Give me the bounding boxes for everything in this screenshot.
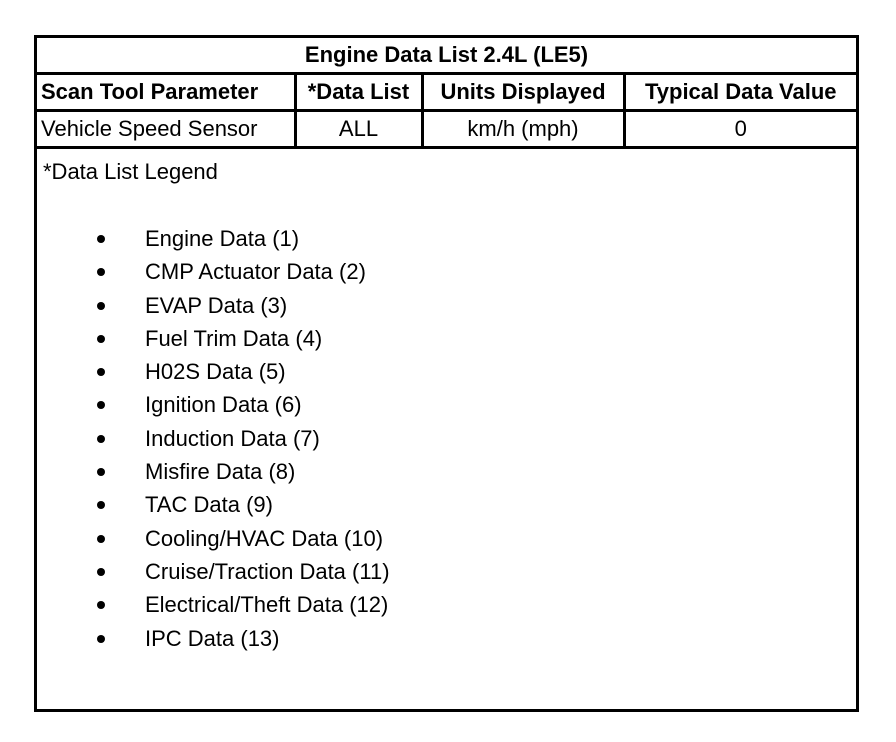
legend-item-label: Engine Data (1) <box>145 226 300 251</box>
bullet-icon <box>97 601 105 609</box>
list-item <box>43 289 856 322</box>
bullet-icon <box>97 501 105 509</box>
legend-item-label: CMP Actuator Data (2) <box>145 259 366 285</box>
list-item <box>43 222 856 255</box>
bullet-icon <box>97 568 105 576</box>
legend-item-label: TAC Data (9) <box>145 492 273 518</box>
legend-item-label: EVAP Data (3) <box>145 292 288 318</box>
table-title-row <box>37 38 856 74</box>
table-title: Engine Data List 2.4L (LE5) <box>37 38 856 74</box>
list-item <box>43 588 856 621</box>
bullet-icon <box>97 368 105 376</box>
list-item <box>43 622 856 655</box>
legend-item-label: Cooling/HVAC Data (10) <box>145 525 384 551</box>
bullet-icon <box>97 235 105 243</box>
header-scan-tool-parameter: Scan Tool Parameter <box>37 74 295 111</box>
cell-data-list: ALL <box>295 111 422 148</box>
table-header-row <box>37 74 856 111</box>
legend-item-label: Ignition Data (6) <box>145 392 302 418</box>
list-item <box>43 555 856 588</box>
list-item <box>43 322 856 355</box>
list-item <box>43 388 856 421</box>
legend-item-label: Cruise/Traction Data (11) <box>145 558 390 584</box>
bullet-icon <box>97 468 105 476</box>
bullet-icon <box>97 335 105 343</box>
bullet-icon <box>97 535 105 543</box>
legend-item-label: Electrical/Theft Data (12) <box>145 592 389 618</box>
header-data-list: *Data List <box>295 74 422 111</box>
legend-item-label: Fuel Trim Data (4) <box>145 325 323 351</box>
bullet-icon <box>97 268 105 276</box>
engine-data-document <box>34 35 859 712</box>
table-row <box>37 111 856 148</box>
bullet-icon <box>97 302 105 310</box>
legend-title: *Data List Legend <box>43 159 218 184</box>
legend-list <box>43 222 856 655</box>
cell-typical-value: 0 <box>624 111 856 148</box>
engine-data-table <box>37 38 856 149</box>
cell-parameter: Vehicle Speed Sensor <box>37 111 295 148</box>
list-item <box>43 522 856 555</box>
data-list-legend <box>37 149 856 655</box>
cell-units: km/h (mph) <box>422 111 624 148</box>
list-item <box>43 488 856 521</box>
legend-item-label: IPC Data (13) <box>145 625 280 651</box>
list-item <box>43 255 856 288</box>
legend-item-label: H02S Data (5) <box>145 359 286 385</box>
bullet-icon <box>97 401 105 409</box>
bullet-icon <box>97 635 105 643</box>
legend-item-label: Misfire Data (8) <box>145 459 296 485</box>
list-item <box>43 422 856 455</box>
list-item <box>43 355 856 388</box>
bullet-icon <box>97 435 105 443</box>
header-units-displayed: Units Displayed <box>422 74 624 111</box>
header-typical-data-value: Typical Data Value <box>624 74 856 111</box>
legend-item-label: Induction Data (7) <box>145 425 320 451</box>
list-item <box>43 455 856 488</box>
